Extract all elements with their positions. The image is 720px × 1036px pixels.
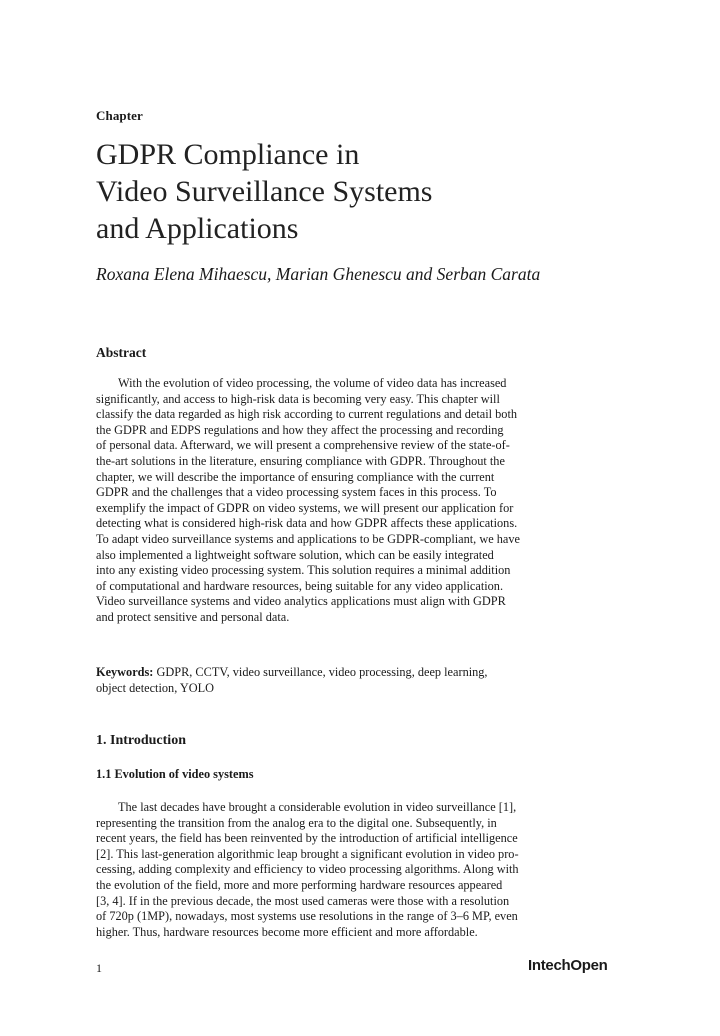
abstract-line: the GDPR and EDPS regulations and how they affect the processing and recording bbox=[96, 422, 504, 437]
body-line: The last decades have brought a considerable evolution in video surveillance [1], bbox=[118, 800, 517, 814]
body-line: the evolution of the field, more and more performing hardware resources appeared bbox=[96, 877, 503, 892]
body-line: representing the transition from the analog era to the digital one. Subsequently, in bbox=[96, 815, 497, 830]
abstract-line: and protect sensitive and personal data. bbox=[96, 609, 290, 624]
abstract-line: the-art solutions in the literature, ensuring compliance with GDPR. Throughout the bbox=[96, 453, 505, 468]
abstract-line: Video surveillance systems and video analytics applications must align with GDPR bbox=[96, 594, 506, 609]
keywords-text: object detection, YOLO bbox=[96, 680, 215, 695]
abstract-body bbox=[96, 376, 616, 626]
title-line: GDPR Compliance in bbox=[96, 138, 360, 171]
keywords-text: GDPR, CCTV, video surveillance, video processing, deep learning, bbox=[153, 665, 488, 679]
chapter-label: Chapter bbox=[96, 108, 143, 123]
abstract-line: classify the data regarded as high risk according to current regulations and detail both bbox=[96, 407, 518, 422]
abstract-line: chapter, we will describe the importance of ensuring compliance with the current bbox=[96, 469, 495, 484]
chapter-title bbox=[96, 136, 616, 247]
paper-page bbox=[96, 0, 616, 1036]
abstract-line: To adapt video surveillance systems and applications to be GDPR-compliant, we have bbox=[96, 531, 520, 546]
introduction-body bbox=[96, 800, 616, 940]
abstract-line: exemplify the impact of GDPR on video systems, we will present our application for bbox=[96, 500, 514, 515]
abstract-line: of personal data. Afterward, we will present a comprehensive review of the state-of- bbox=[96, 438, 510, 453]
abstract-line: of computational and hardware resources, being suitable for any video application. bbox=[96, 578, 504, 593]
keywords bbox=[96, 665, 616, 696]
keywords-line bbox=[96, 665, 616, 681]
body-line: [3, 4]. If in the previous decade, the most used cameras were those with a resolution bbox=[96, 893, 510, 908]
abstract-line: detecting what is considered high-risk data and how GDPR affects these applications. bbox=[96, 516, 518, 531]
author-list: Roxana Elena Mihaescu, Marian Ghenescu and Serban Carata bbox=[96, 264, 541, 284]
abstract-line: significantly, and access to high-risk data is becoming very easy. This chapter will bbox=[96, 391, 500, 406]
abstract-line: GDPR and the challenges that a video processing system faces in this process. To bbox=[96, 485, 497, 500]
body-line: recent years, the field has been reinvented by the introduction of artificial intelligence bbox=[96, 831, 518, 846]
body-line: higher. Thus, hardware resources become more efficient and more affordable. bbox=[96, 924, 478, 939]
abstract-heading: Abstract bbox=[96, 345, 147, 360]
section-heading-introduction: 1. Introduction bbox=[96, 733, 186, 748]
body-line: [2]. This last-generation algorithmic leap brought a significant evolution in video pro- bbox=[96, 846, 519, 861]
body-line: of 720p (1MP), nowadays, most systems use resolutions in the range of 3–6 MP, even bbox=[96, 909, 518, 924]
publisher-logo: IntechOpen bbox=[528, 957, 608, 974]
page-number: 1 bbox=[96, 961, 102, 975]
keywords-label: Keywords: bbox=[96, 665, 154, 679]
abstract-line: into any existing video processing system. This solution requires a minimal addition bbox=[96, 563, 511, 578]
body-line: cessing, adding complexity and efficiency to video processing algorithms. Along with bbox=[96, 862, 519, 877]
abstract-line: also implemented a lightweight software solution, which can be easily integrated bbox=[96, 547, 494, 562]
abstract-line: With the evolution of video processing, the volume of video data has increased bbox=[118, 376, 507, 390]
subsection-heading-evolution: 1.1 Evolution of video systems bbox=[96, 767, 254, 781]
title-line: Video Surveillance Systems bbox=[96, 175, 433, 208]
title-line: and Applications bbox=[96, 212, 299, 245]
